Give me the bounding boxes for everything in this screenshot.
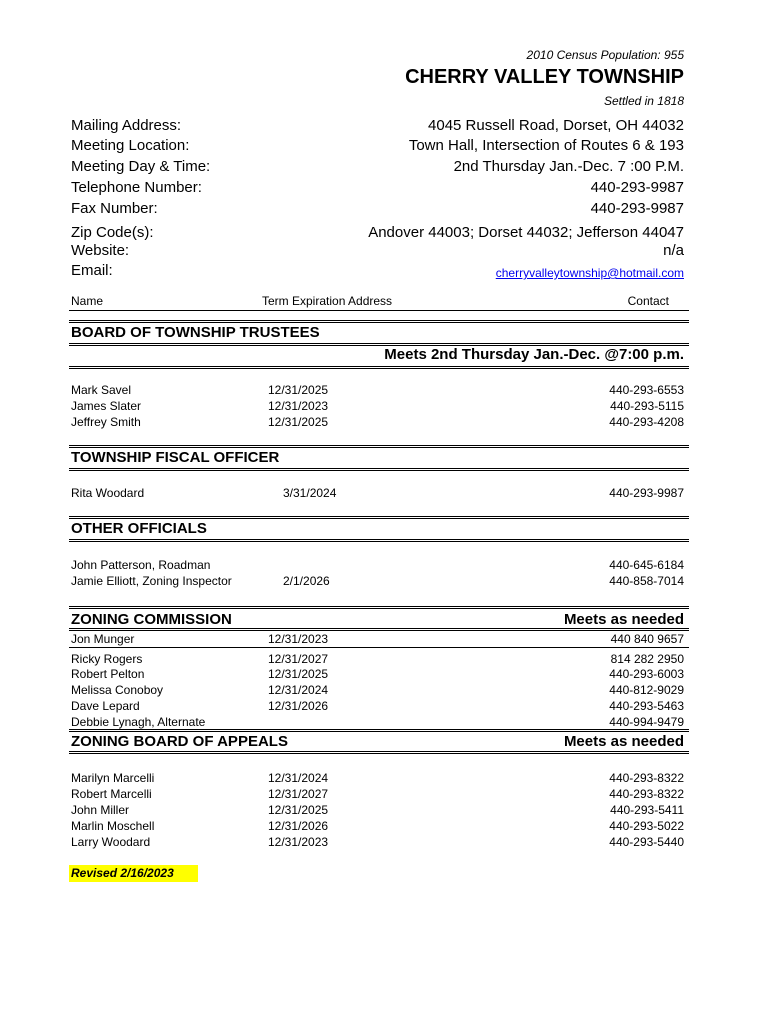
- appeals-member-name: Larry Woodard: [71, 835, 151, 849]
- column-term: Term Expiration Address: [262, 294, 393, 308]
- appeals-rule-top: [69, 729, 689, 732]
- zoning-rule-bottom: [69, 628, 689, 631]
- page-title: CHERRY VALLEY TOWNSHIP: [405, 66, 684, 88]
- telephone-label: Telephone Number:: [71, 179, 202, 196]
- zoning-member-name: Melissa Conoboy: [71, 683, 164, 697]
- email-label: Email:: [71, 262, 113, 279]
- official-phone: 440-858-7014: [609, 574, 684, 588]
- trustee-name: James Slater: [71, 399, 142, 413]
- trustees-rule-top: [69, 320, 689, 323]
- trustee-phone: 440-293-4208: [609, 415, 684, 429]
- trustees-rule-meets: [69, 366, 689, 369]
- census-population: 2010 Census Population: 955: [526, 48, 684, 62]
- officials-rule-top: [69, 516, 689, 519]
- email-link[interactable]: cherryvalleytownship@hotmail.com: [495, 266, 684, 280]
- meeting-location-label: Meeting Location:: [71, 137, 190, 154]
- column-name: Name: [71, 294, 104, 308]
- trustee-term: 12/31/2023: [268, 399, 329, 413]
- zoning-member-phone: 440-293-6003: [609, 667, 684, 681]
- meeting-time-label: Meeting Day & Time:: [71, 158, 211, 175]
- settled-year: Settled in 1818: [603, 94, 684, 108]
- appeals-member-term: 12/31/2025: [268, 803, 329, 817]
- email-container: [496, 264, 684, 281]
- meeting-location-value: Town Hall, Intersection of Routes 6 & 193: [408, 137, 684, 154]
- appeals-member-phone: 440-293-5440: [609, 835, 684, 849]
- appeals-member-name: Robert Marcelli: [71, 787, 152, 801]
- zoning-member-phone: 440-994-9479: [609, 715, 684, 729]
- appeals-member-phone: 440-293-5022: [609, 819, 684, 833]
- official-term: 2/1/2026: [283, 574, 330, 588]
- zoning-member-phone: 440 840 9657: [610, 632, 684, 646]
- zoning-title: ZONING COMMISSION: [71, 611, 232, 628]
- revised-date: Revised 2/16/2023: [69, 865, 198, 882]
- fax-label: Fax Number:: [71, 200, 158, 217]
- zoning-member-phone: 440-293-5463: [609, 699, 684, 713]
- trustees-meets: Meets 2nd Thursday Jan.-Dec. @7:00 p.m.: [384, 346, 684, 363]
- fiscal-phone: 440-293-9987: [609, 486, 684, 500]
- website-value: n/a: [663, 242, 684, 259]
- zoning-member-name: Robert Pelton: [71, 667, 145, 681]
- zoning-member-term: 12/31/2027: [268, 652, 329, 666]
- official-name: John Patterson, Roadman: [71, 558, 211, 572]
- mailing-address-label: Mailing Address:: [71, 117, 182, 134]
- zoning-member-name: Ricky Rogers: [71, 652, 143, 666]
- zip-codes-value: Andover 44003; Dorset 44032; Jefferson 44047: [368, 224, 684, 241]
- mailing-address-value: 4045 Russell Road, Dorset, OH 44032: [428, 117, 684, 134]
- appeals-member-name: John Miller: [71, 803, 130, 817]
- fiscal-rule-bottom: [69, 468, 689, 471]
- appeals-rule-bottom: [69, 751, 689, 754]
- zoning-rule-top: [69, 606, 689, 609]
- officials-title: OTHER OFFICIALS: [71, 520, 207, 537]
- column-divider: [69, 310, 689, 311]
- zoning-row-divider: [69, 647, 689, 648]
- official-name: Jamie Elliott, Zoning Inspector: [71, 574, 232, 588]
- zoning-member-name: Jon Munger: [71, 632, 135, 646]
- zoning-member-term: 12/31/2026: [268, 699, 329, 713]
- fiscal-term: 3/31/2024: [283, 486, 337, 500]
- website-label: Website:: [71, 242, 130, 259]
- trustees-title: BOARD OF TOWNSHIP TRUSTEES: [71, 324, 320, 341]
- appeals-meets: Meets as needed: [563, 733, 684, 750]
- appeals-member-term: 12/31/2024: [268, 771, 329, 785]
- trustee-name: Mark Savel: [71, 383, 132, 397]
- trustee-name: Jeffrey Smith: [71, 415, 141, 429]
- zoning-member-phone: 440-812-9029: [609, 683, 684, 697]
- appeals-member-term: 12/31/2023: [268, 835, 329, 849]
- trustee-phone: 440-293-6553: [609, 383, 684, 397]
- zoning-member-name: Debbie Lynagh, Alternate: [71, 715, 206, 729]
- zoning-member-term: 12/31/2024: [268, 683, 329, 697]
- telephone-value: 440-293-9987: [590, 179, 684, 196]
- meeting-time-value: 2nd Thursday Jan.-Dec. 7 :00 P.M.: [453, 158, 684, 175]
- zoning-member-term: 12/31/2023: [268, 632, 329, 646]
- officials-rule-bottom: [69, 539, 689, 542]
- trustee-term: 12/31/2025: [268, 415, 329, 429]
- appeals-member-term: 12/31/2027: [268, 787, 329, 801]
- appeals-member-phone: 440-293-5411: [610, 803, 684, 817]
- column-contact: Contact: [627, 294, 669, 308]
- zoning-meets: Meets as needed: [563, 611, 684, 628]
- appeals-member-name: Marlin Moschell: [71, 819, 155, 833]
- zoning-member-term: 12/31/2025: [268, 667, 329, 681]
- trustee-term: 12/31/2025: [268, 383, 329, 397]
- appeals-member-phone: 440-293-8322: [609, 787, 684, 801]
- fiscal-rule-top: [69, 445, 689, 448]
- appeals-member-phone: 440-293-8322: [609, 771, 684, 785]
- appeals-member-name: Marilyn Marcelli: [71, 771, 155, 785]
- zoning-member-phone: 814 282 2950: [610, 652, 684, 666]
- fiscal-name: Rita Woodard: [71, 486, 145, 500]
- appeals-title: ZONING BOARD OF APPEALS: [71, 733, 288, 750]
- appeals-member-term: 12/31/2026: [268, 819, 329, 833]
- trustee-phone: 440-293-5115: [610, 399, 684, 413]
- zoning-member-name: Dave Lepard: [71, 699, 140, 713]
- official-phone: 440-645-6184: [609, 558, 684, 572]
- zip-codes-label: Zip Code(s):: [71, 224, 154, 241]
- fax-value: 440-293-9987: [590, 200, 684, 217]
- fiscal-title: TOWNSHIP FISCAL OFFICER: [71, 449, 280, 466]
